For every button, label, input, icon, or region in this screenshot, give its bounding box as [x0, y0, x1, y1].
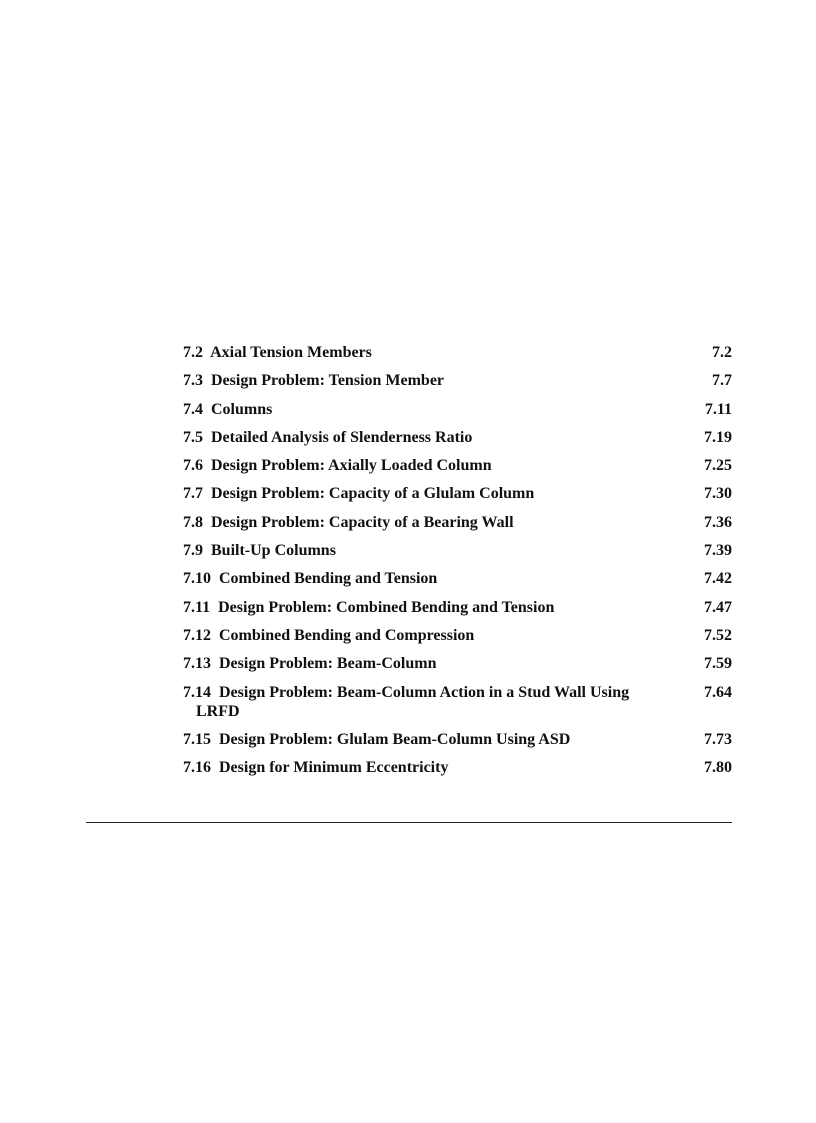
toc-entry-page: 7.42 — [704, 570, 732, 588]
toc-entry-title: 7.15 Design Problem: Glulam Beam-Column Using ASD — [183, 730, 571, 748]
toc-entry-title: 7.14 Design Problem: Beam-Column Action in a Stud Wall Using LRFD — [183, 683, 634, 720]
toc-entry-page: 7.11 — [704, 400, 732, 418]
toc-entry-page: 7.59 — [704, 655, 732, 673]
toc-entry[interactable] — [183, 598, 732, 617]
toc-entry-page: 7.47 — [704, 598, 732, 616]
toc-entry-page: 7.52 — [704, 626, 732, 644]
toc-entry[interactable] — [183, 343, 732, 362]
toc-entry-title: 7.16 Design for Minimum Eccentricity — [183, 759, 449, 777]
toc-entry-page: 7.39 — [704, 542, 732, 560]
toc-entry-title: 7.13 Design Problem: Beam-Column — [183, 655, 437, 673]
horizontal-divider — [86, 822, 732, 823]
toc-entry-page: 7.36 — [704, 513, 732, 531]
toc-entry-page: 7.73 — [704, 730, 732, 748]
toc-entry[interactable] — [183, 626, 732, 645]
toc-entry-title: 7.2 Axial Tension Members — [183, 344, 372, 361]
toc-entry[interactable] — [183, 683, 732, 721]
toc-entry-title: 7.12 Combined Bending and Compression — [183, 626, 475, 644]
toc-entry-title: 7.4 Columns — [183, 400, 273, 418]
toc-entry-page: 7.19 — [704, 428, 732, 446]
toc-entry[interactable] — [183, 484, 732, 503]
toc-entry[interactable] — [183, 730, 732, 749]
toc-entry[interactable] — [183, 428, 732, 447]
toc-entry-page: 7.7 — [712, 372, 732, 390]
toc-entry-title: 7.8 Design Problem: Capacity of a Bearing Wall — [183, 513, 514, 531]
toc-entry-title: 7.3 Design Problem: Tension Member — [183, 372, 445, 390]
table-of-contents — [183, 343, 732, 786]
toc-entry[interactable] — [183, 541, 732, 560]
toc-entry-title: 7.6 Design Problem: Axially Loaded Column — [183, 457, 492, 475]
toc-entry[interactable] — [183, 569, 732, 588]
toc-entry-page: 7.30 — [704, 485, 732, 503]
toc-entry[interactable] — [183, 654, 732, 673]
toc-entry-page: 7.80 — [704, 759, 732, 777]
toc-entry[interactable] — [183, 371, 732, 390]
toc-entry[interactable] — [183, 456, 732, 475]
toc-entry-page: 7.25 — [704, 457, 732, 475]
toc-entry-page: 7.64 — [704, 683, 732, 701]
toc-entry-title: 7.11 Design Problem: Combined Bending and Tension — [183, 598, 555, 616]
toc-entry-title: 7.5 Detailed Analysis of Slenderness Ratio — [183, 428, 473, 446]
toc-entry[interactable] — [183, 513, 732, 532]
toc-entry[interactable] — [183, 400, 732, 419]
toc-entry-title: 7.10 Combined Bending and Tension — [183, 570, 438, 588]
toc-entry-title: 7.7 Design Problem: Capacity of a Glulam Column — [183, 485, 535, 503]
toc-entry-title: 7.9 Built-Up Columns — [183, 542, 336, 560]
toc-entry[interactable] — [183, 758, 732, 777]
toc-entry-page: 7.2 — [712, 344, 732, 361]
